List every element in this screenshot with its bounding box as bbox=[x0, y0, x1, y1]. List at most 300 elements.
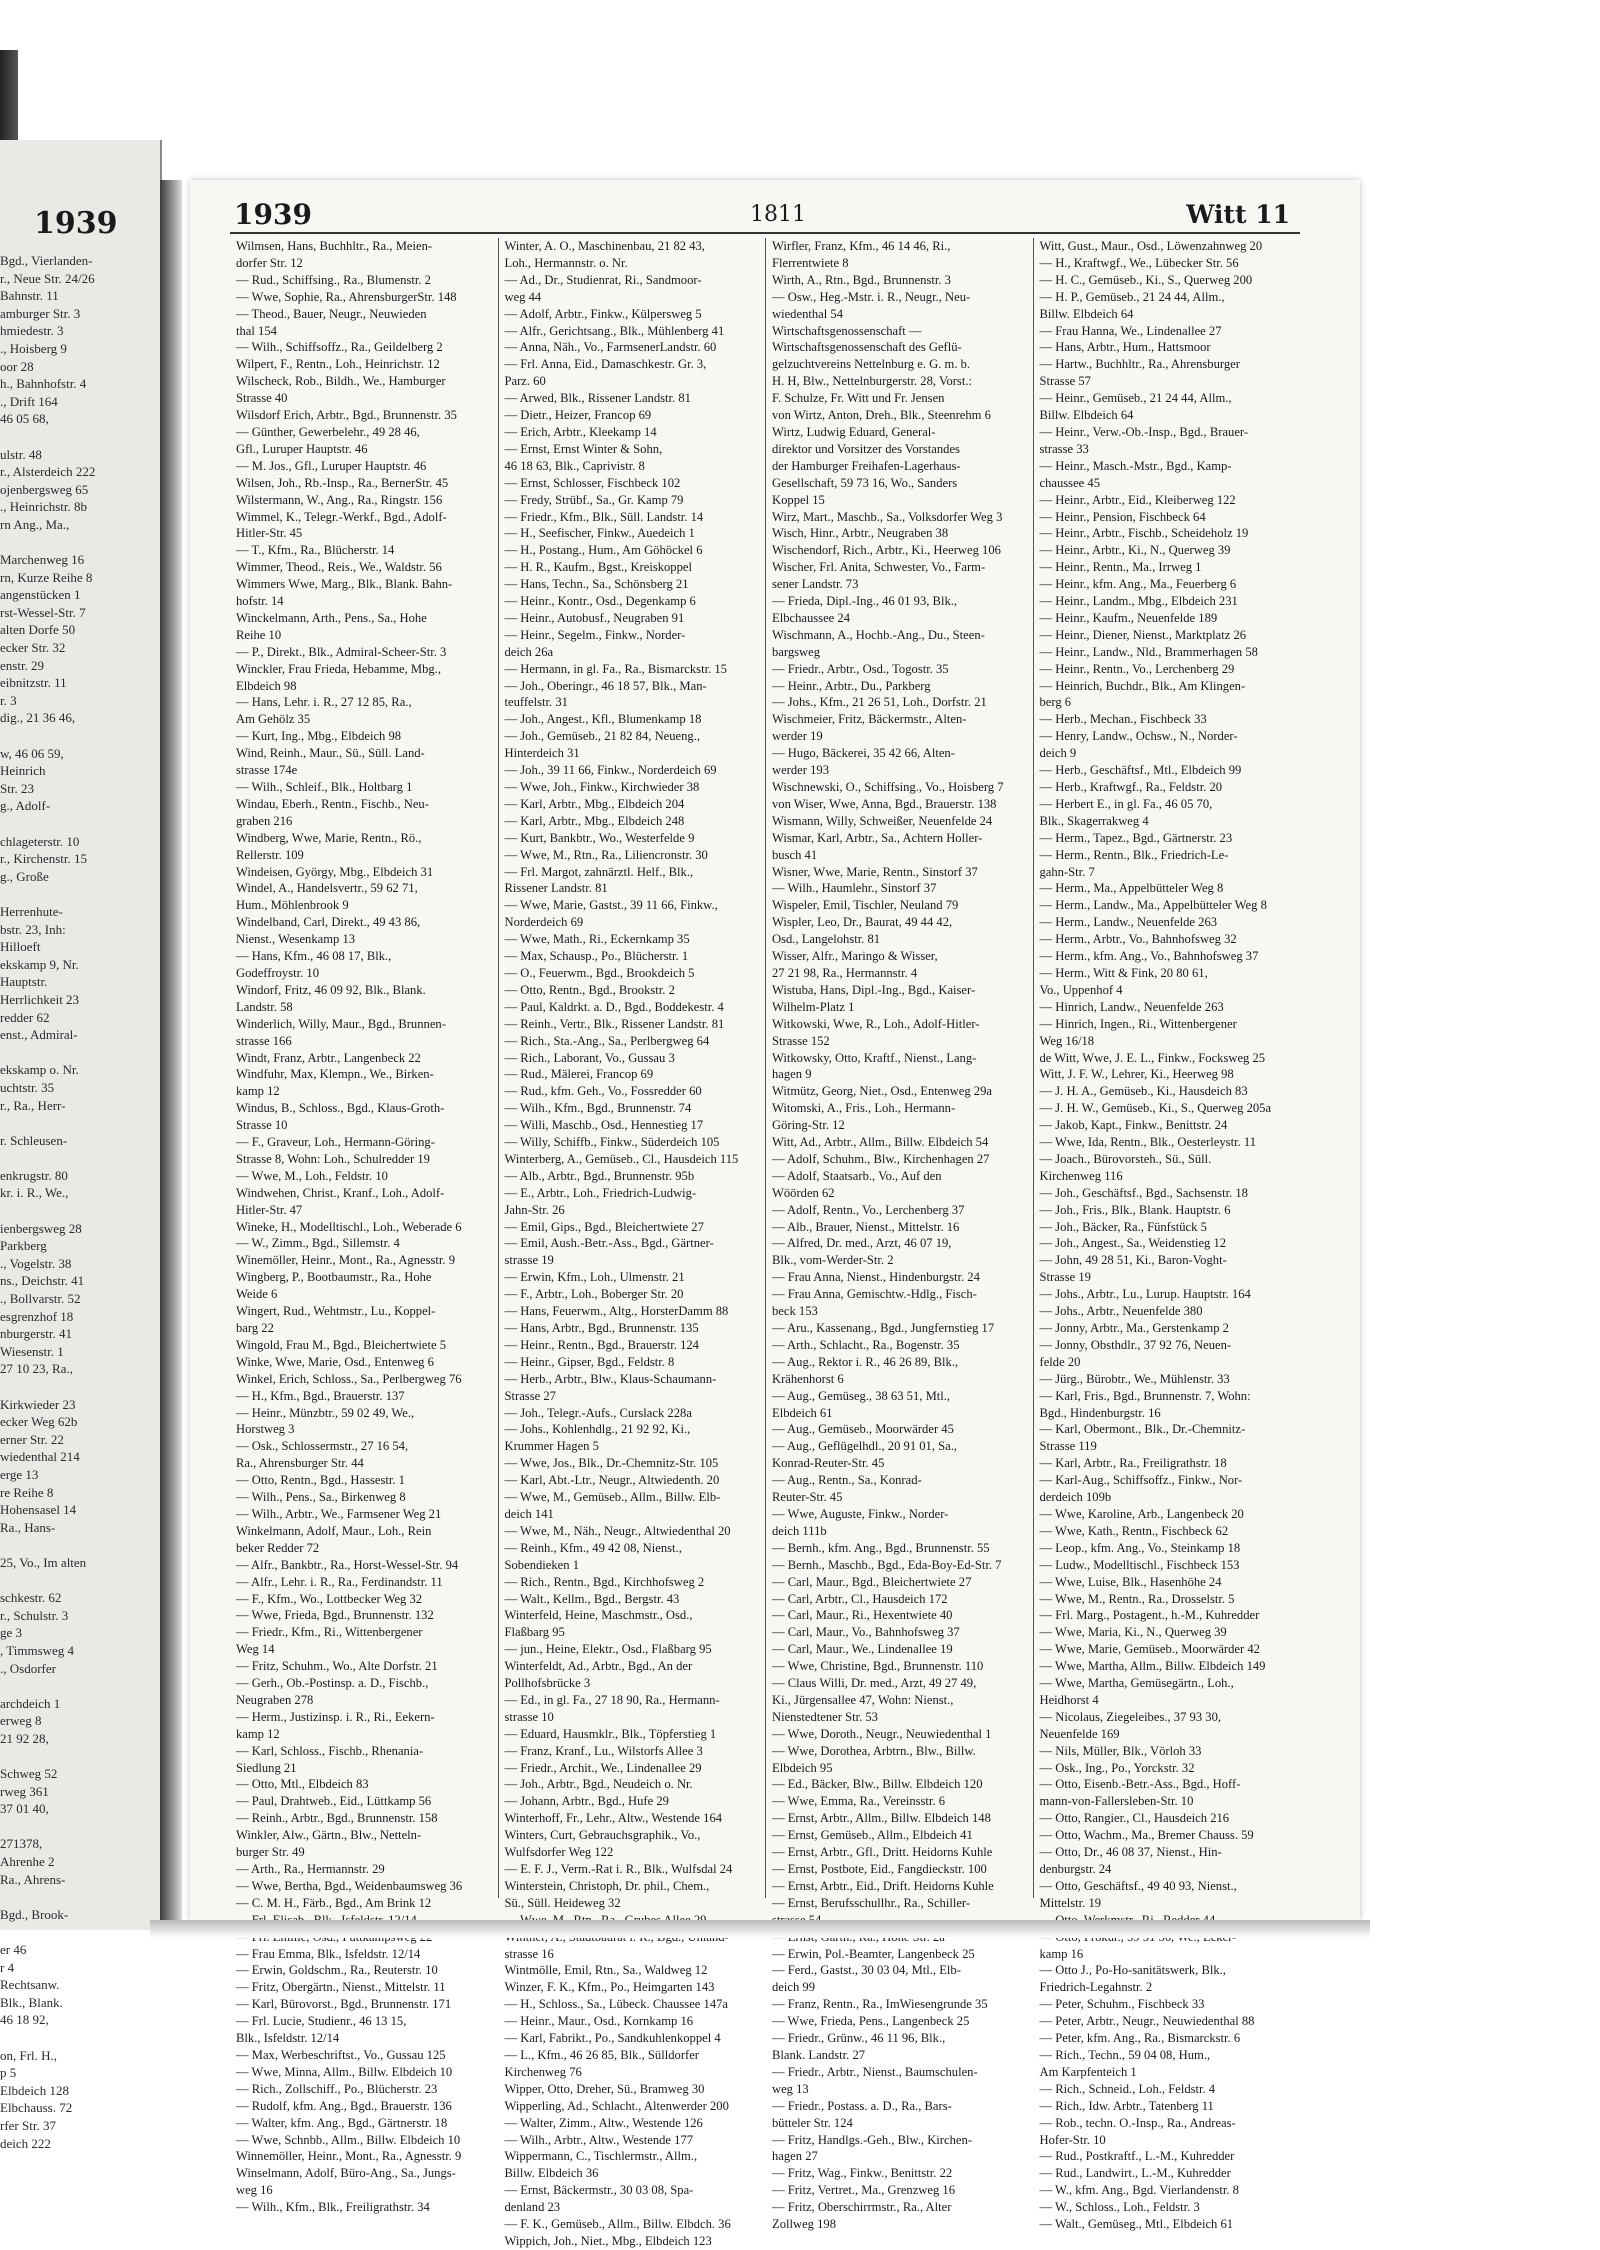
directory-entry: Winckelmann, Arth., Pens., Sa., Hohe bbox=[236, 610, 427, 625]
directory-entry: — Wwe, Jos., Blk., Dr.-Chemnitz-Str. 105 bbox=[504, 1456, 719, 1471]
directory-entry: — Aug., Rektor i. R., 46 26 89, Blk., bbox=[772, 1354, 959, 1369]
previous-page-line: r 4 bbox=[0, 1959, 15, 1975]
directory-entry: Godeffroystr. 10 bbox=[236, 965, 320, 980]
directory-entry: — jun., Heine, Elektr., Osd., Flaßbarg 95 bbox=[504, 1642, 712, 1657]
previous-page-line: Hohensasel 14 bbox=[0, 1502, 77, 1518]
directory-entry: Witt, Gust., Maur., Osd., Löwenzahnweg 20 bbox=[1039, 239, 1263, 253]
directory-entry: — Friedr., Arbtr., Nienst., Baumschulen- bbox=[772, 2064, 978, 2079]
directory-entry: Winckler, Frau Frieda, Hebamme, Mbg., bbox=[236, 661, 441, 676]
directory-entry: — Ludw., Modelltischl., Fischbeck 153 bbox=[1039, 1557, 1240, 1572]
directory-entry: hofstr. 14 bbox=[236, 594, 284, 609]
directory-entry: — Otto, Rangier., Cl., Hausdeich 216 bbox=[1039, 1811, 1230, 1826]
directory-entry: Wimmel, K., Telegr.-Werkf., Bgd., Adolf- bbox=[236, 509, 447, 524]
previous-page-line bbox=[0, 534, 156, 552]
previous-page-line: rst-Wessel-Str. 7 bbox=[0, 604, 86, 620]
directory-entry: Winterfeldt, Ad., Arbtr., Bgd., An der bbox=[504, 1659, 693, 1674]
directory-entry: Hitler-Str. 45 bbox=[236, 526, 303, 541]
previous-page-line: Schweg 52 bbox=[0, 1766, 58, 1782]
previous-page-line: ge 3 bbox=[0, 1625, 23, 1641]
previous-page-strip bbox=[0, 140, 162, 2151]
directory-entry: deich 99 bbox=[772, 1980, 816, 1995]
previous-page-line bbox=[0, 1536, 156, 1554]
directory-entry: weg 16 bbox=[236, 2183, 273, 2198]
directory-entry: Wipper, Otto, Dreher, Sü., Bramweg 30 bbox=[504, 2081, 705, 2096]
previous-page-line: ., Heinrichstr. 8b bbox=[0, 499, 88, 515]
directory-entry: — Heinr., Rentn., Ma., Irrweg 1 bbox=[1039, 560, 1202, 575]
directory-entry: Wisch, Hinr., Arbtr., Neugraben 38 bbox=[772, 526, 949, 541]
directory-entry: Wirz, Mart., Maschb., Sa., Volksdorfer Weg 3 bbox=[772, 509, 1003, 524]
page-bottom-shadow bbox=[150, 1920, 1370, 1938]
directory-entry: Reuter-Str. 45 bbox=[772, 1490, 843, 1505]
directory-entry: bargsweg bbox=[772, 644, 821, 659]
previous-page-line: ., Bollvarstr. 52 bbox=[0, 1291, 81, 1307]
directory-entry: thal 154 bbox=[236, 323, 277, 338]
directory-entry: Wulfsdorfer Weg 122 bbox=[504, 1845, 614, 1860]
directory-entry: — Wilh., Schiffsoffz., Ra., Geildelberg 2 bbox=[236, 340, 443, 355]
directory-entry: — Wwe, Marie, Gemüseb., Moorwärder 42 bbox=[1039, 1642, 1260, 1657]
directory-entry: Wipperling, Ad., Schlacht., Altenwerder 200 bbox=[504, 2098, 729, 2113]
directory-entry: mann-von-Fallersleben-Str. 10 bbox=[1039, 1794, 1194, 1809]
directory-entry: 27 21 98, Ra., Hermannstr. 4 bbox=[772, 965, 918, 980]
directory-entry: Koppel 15 bbox=[772, 492, 825, 507]
previous-page-line: erweg 8 bbox=[0, 1713, 42, 1729]
previous-page-line: wiedenthal 214 bbox=[0, 1449, 80, 1465]
directory-entry: denland 23 bbox=[504, 2200, 561, 2215]
directory-entry: Billw. Elbdeich 36 bbox=[504, 2166, 599, 2181]
directory-entry: — Joh., Fris., Blk., Blank. Hauptstr. 6 bbox=[1039, 1202, 1231, 1217]
directory-entry: Loh., Hermannstr. o. Nr. bbox=[504, 255, 628, 270]
directory-entry: Konrad-Reuter-Str. 45 bbox=[772, 1456, 885, 1471]
directory-entry: — Willy, Schiffb., Finkw., Süderdeich 105 bbox=[504, 1135, 720, 1150]
directory-entry: — Rud., kfm. Geh., Vo., Fossredder 60 bbox=[504, 1084, 702, 1099]
previous-page-line: ., Osdorfer bbox=[0, 1660, 56, 1676]
directory-entry: — Wwe, M., Loh., Feldstr. 10 bbox=[236, 1168, 388, 1183]
previous-page-line bbox=[0, 428, 156, 446]
previous-page-line: hmiedestr. 3 bbox=[0, 323, 64, 339]
directory-entry: — Carl, Maur., Vo., Bahnhofsweg 37 bbox=[772, 1625, 960, 1640]
directory-entry: — Karl, Obermont., Blk., Dr.-Chemnitz- bbox=[1039, 1422, 1246, 1437]
directory-entry: — Friedr., Grünw., 46 11 96, Blk., bbox=[772, 2031, 946, 2046]
directory-entry: — Friedr., Kfm., Blk., Süll. Landstr. 14 bbox=[504, 509, 704, 524]
directory-entry: Mittelstr. 19 bbox=[1039, 1895, 1102, 1910]
directory-entry: — Rich., Techn., 59 04 08, Hum., bbox=[1039, 2047, 1211, 2062]
previous-page-line: 25, Vo., Im alten bbox=[0, 1554, 87, 1570]
directory-entry: — Jürg., Bürobtr., We., Mühlenstr. 33 bbox=[1039, 1371, 1230, 1386]
directory-entry: — Friedr., Arbtr., Osd., Togostr. 35 bbox=[772, 661, 949, 676]
previous-page-line: ecker Str. 32 bbox=[0, 640, 66, 656]
directory-entry: — Rich., Idw. Arbtr., Tatenberg 11 bbox=[1039, 2098, 1214, 2113]
previous-page-line bbox=[0, 1044, 156, 1062]
directory-entry: Windberg, Wwe, Marie, Rentn., Rö., bbox=[236, 830, 422, 845]
previous-page-line: re Reihe 8 bbox=[0, 1484, 54, 1500]
previous-page-line: erge 13 bbox=[0, 1466, 39, 1482]
directory-entry: — Wwe, Maria, Ki., N., Querweg 39 bbox=[1039, 1625, 1227, 1640]
directory-entry: — Frl. Lucie, Studienr., 46 13 15, bbox=[236, 2014, 407, 2029]
directory-entry: Wirtz, Ludwig Eduard, General- bbox=[772, 424, 936, 439]
directory-entry: — Anna, Näh., Vo., FarmsenerLandstr. 60 bbox=[504, 340, 717, 355]
directory-entry: — Otto J., Po-Ho-sanitätswerk, Blk., bbox=[1039, 1963, 1226, 1978]
directory-entry: — W., Schloss., Loh., Feldstr. 3 bbox=[1039, 2200, 1200, 2215]
directory-entry: Hum., Möhlenbrook 9 bbox=[236, 898, 349, 913]
directory-entry: — Wilh., Kfm., Bgd., Brunnenstr. 74 bbox=[504, 1101, 692, 1116]
directory-entry: Billw. Elbdeich 64 bbox=[1039, 306, 1134, 321]
directory-entry: Ra., Ahrensburger Str. 44 bbox=[236, 1456, 364, 1471]
directory-entry: — Johs., Kfm., 21 26 51, Loh., Dorfstr. 21 bbox=[772, 695, 987, 710]
directory-entry: — E. F. J., Verm.-Rat i. R., Blk., Wulfsdal 24 bbox=[504, 1862, 733, 1876]
previous-page-line: rn Ang., Ma., bbox=[0, 516, 70, 532]
directory-entry: bütteler Str. 124 bbox=[772, 2115, 853, 2130]
directory-entry: — Karl, Fris., Bgd., Brunnenstr. 7, Wohn: bbox=[1039, 1388, 1251, 1403]
directory-entry: — Heinr., Rentn., Vo., Lerchenberg 29 bbox=[1039, 661, 1235, 676]
directory-entry: — Heinr., kfm. Ang., Ma., Feuerberg 6 bbox=[1039, 577, 1237, 592]
directory-entry: — Heinr., Arbtr., Fischb., Scheideholz 19 bbox=[1039, 526, 1249, 541]
directory-entry: Wisner, Wwe, Marie, Rentn., Sinstorf 37 bbox=[772, 864, 978, 879]
directory-entry: — H. C., Gemüseb., Ki., S., Querweg 200 bbox=[1039, 272, 1253, 287]
directory-entry: — Adolf, Schuhm., Blw., Kirchenhagen 27 bbox=[772, 1151, 990, 1166]
directory-entry: — Walter, Zimm., Altw., Westende 126 bbox=[504, 2115, 703, 2130]
directory-entry: — Osw., Heg.-Mstr. i. R., Neugr., Neu- bbox=[772, 289, 971, 304]
previous-page-line: Heinrich bbox=[0, 763, 46, 779]
directory-entry: — Wwe, Luise, Blk., Hasenhöhe 24 bbox=[1039, 1574, 1222, 1589]
directory-entry: — Fritz, Wag., Finkw., Benittstr. 22 bbox=[772, 2166, 953, 2181]
directory-entry: — Otto, Rentn., Bgd., Brookstr. 2 bbox=[504, 982, 675, 997]
directory-entry: — Aug., Gemüseb., Moorwärder 45 bbox=[772, 1422, 954, 1437]
directory-entry: Kirchenweg 116 bbox=[1039, 1168, 1123, 1183]
directory-entry: Winterberg, A., Gemüseb., Cl., Hausdeich 115 bbox=[504, 1151, 739, 1166]
directory-entry: Wöörden 62 bbox=[772, 1185, 835, 1200]
previous-page-line bbox=[0, 1888, 156, 1906]
directory-entry: — H., Postang., Hum., Am Göhöckel 6 bbox=[504, 543, 703, 558]
directory-entry: — Joh., 39 11 66, Finkw., Norderdeich 69 bbox=[504, 763, 717, 778]
directory-entry: — Joh., Angest., Sa., Weidenstieg 12 bbox=[1039, 1236, 1227, 1251]
directory-entry: — Erwin, Pol.-Beamter, Langenbeck 25 bbox=[772, 1946, 975, 1961]
directory-entry: — Herm., Ma., Appelbütteler Weg 8 bbox=[1039, 881, 1224, 896]
previous-page-line: ulstr. 48 bbox=[0, 446, 42, 462]
directory-entry: — L., Kfm., 46 26 85, Blk., Sülldorfer bbox=[504, 2047, 699, 2062]
directory-entry: Elbdeich 61 bbox=[772, 1405, 833, 1420]
directory-entry: werder 193 bbox=[772, 763, 829, 778]
previous-page-line: archdeich 1 bbox=[0, 1695, 61, 1711]
directory-entry: — Peter, Arbtr., Neugr., Neuwiedenthal 88 bbox=[1039, 2014, 1255, 2029]
previous-page-line: amburger Str. 3 bbox=[0, 305, 81, 321]
directory-entry: — Joach., Bürovorsteh., Sü., Süll. bbox=[1039, 1151, 1212, 1166]
directory-entry: denburgstr. 24 bbox=[1039, 1862, 1112, 1876]
directory-entry: — Ernst, Schlosser, Fischbeck 102 bbox=[504, 475, 681, 490]
directory-entry: Wilscheck, Rob., Bildh., We., Hamburger bbox=[236, 374, 446, 389]
directory-entry: F. Schulze, Fr. Witt und Fr. Jensen bbox=[772, 391, 945, 406]
directory-entry: hagen 27 bbox=[772, 2149, 818, 2164]
previous-page-line: ojenbergsweg 65 bbox=[0, 481, 89, 497]
directory-entry: Strasse 40 bbox=[236, 391, 288, 406]
directory-entry: — Ernst, Bäckermstr., 30 03 08, Spa- bbox=[504, 2183, 694, 2198]
directory-entry: — Rich., Sta.-Ang., Sa., Perlbergweg 64 bbox=[504, 1033, 710, 1048]
directory-entry: — Heinr., Arbtr., Eid., Kleiberweg 122 bbox=[1039, 492, 1236, 507]
directory-entry: strasse 16 bbox=[504, 1946, 554, 1961]
directory-entry: — Hans, Lehr. i. R., 27 12 85, Ra., bbox=[236, 695, 412, 710]
directory-entry: — P., Direkt., Blk., Admiral-Scheer-Str. 3 bbox=[236, 644, 447, 659]
directory-entry: barg 22 bbox=[236, 1321, 274, 1335]
previous-page-line: Herrlichkeit 23 bbox=[0, 991, 80, 1007]
directory-entry: — Reinh., Vertr., Blk., Rissener Landstr. 81 bbox=[504, 1016, 725, 1031]
section-heading: Witt 11 bbox=[1186, 200, 1290, 229]
directory-entry: — Ernst, Arbtr., Allm., Billw. Elbdeich 148 bbox=[772, 1811, 991, 1826]
previous-page-line: r. Schleusen- bbox=[0, 1132, 68, 1148]
directory-entry: — Heinr., Gipser, Bgd., Feldstr. 8 bbox=[504, 1354, 675, 1369]
directory-entry: — Ad., Dr., Studienrat, Ri., Sandmoor- bbox=[504, 272, 702, 287]
previous-page-line: oor 28 bbox=[0, 358, 34, 374]
previous-page-line: 37 01 40, bbox=[0, 1801, 49, 1817]
directory-entry: — Frau Emma, Blk., Isfeldstr. 12/14 bbox=[236, 1946, 421, 1961]
directory-entry: — Paul, Kaldrkt. a. D., Bgd., Boddekestr. 4 bbox=[504, 999, 724, 1014]
directory-entry: — Wwe, Auguste, Finkw., Norder- bbox=[772, 1506, 949, 1521]
directory-entry: — Walt., Kellm., Bgd., Bergstr. 43 bbox=[504, 1591, 680, 1606]
directory-entry: — H. P., Gemüseb., 21 24 44, Allm., bbox=[1039, 289, 1225, 304]
directory-entry: — Jakob, Kapt., Finkw., Benittstr. 24 bbox=[1039, 1118, 1228, 1133]
directory-entry: Norderdeich 69 bbox=[504, 915, 584, 930]
directory-entry: Winkler, Alw., Gärtn., Blw., Netteln- bbox=[236, 1828, 422, 1843]
directory-entry: — Rud., Landwirt., L.-M., Kuhredder bbox=[1039, 2166, 1231, 2181]
directory-entry: — Otto, Dr., 46 08 37, Nienst., Hin- bbox=[1039, 1845, 1222, 1860]
directory-entry: — Carl, Maur., Bgd., Bleichertwiete 27 bbox=[772, 1574, 972, 1589]
directory-entry: Wismar, Karl, Arbtr., Sa., Achtern Holler- bbox=[772, 830, 983, 845]
directory-entry: Pollhofsbrücke 3 bbox=[504, 1676, 591, 1691]
directory-entry: — Aug., Rentn., Sa., Konrad- bbox=[772, 1473, 922, 1488]
directory-entry: — Heinr., Maur., Osd., Kornkamp 16 bbox=[504, 2014, 694, 2029]
directory-entry: — Fritz, Oberschirrmstr., Ra., Alter bbox=[772, 2200, 952, 2215]
directory-entry: Neuenfelde 169 bbox=[1039, 1726, 1120, 1741]
previous-page-line: er 46 bbox=[0, 1942, 27, 1957]
directory-entry: — Aru., Kassenang., Bgd., Jungfernstieg 17 bbox=[772, 1321, 995, 1335]
directory-entry: — Walter, kfm. Ang., Bgd., Gärtnerstr. 18 bbox=[236, 2115, 448, 2130]
directory-entry: Billw. Elbdeich 64 bbox=[1039, 408, 1134, 423]
directory-entry: Weg 14 bbox=[236, 1642, 275, 1657]
directory-entry: — Herb., Mechan., Fischbeck 33 bbox=[1039, 712, 1207, 727]
directory-entry: — T., Kfm., Ra., Blücherstr. 14 bbox=[236, 543, 395, 558]
directory-entry: Witt, J. F. W., Lehrer, Ki., Heerweg 98 bbox=[1039, 1067, 1234, 1082]
header-rule bbox=[230, 232, 1300, 234]
previous-page-line: ., Vogelstr. 38 bbox=[0, 1255, 72, 1271]
directory-entry: Sü., Süll. Heideweg 32 bbox=[504, 1895, 621, 1910]
directory-entry: — Henry, Landw., Ochsw., N., Norder- bbox=[1039, 729, 1238, 744]
directory-entry: Wineke, H., Modelltischl., Loh., Weberade 6 bbox=[236, 1219, 462, 1234]
directory-entry: — Max, Werbeschriftst., Vo., Gussau 125 bbox=[236, 2047, 446, 2062]
directory-entry: Winters, Curt, Gebrauchsgraphik., Vo., bbox=[504, 1828, 701, 1843]
directory-entry: — Franz, Rentn., Ra., ImWiesengrunde 35 bbox=[772, 1997, 988, 2012]
directory-entry: — H., Schloss., Sa., Lübeck. Chaussee 147a bbox=[504, 1997, 729, 2012]
directory-entry: Witomski, A., Fris., Loh., Hermann- bbox=[772, 1101, 956, 1116]
previous-page-line: g., Adolf- bbox=[0, 798, 51, 814]
previous-page-line: 27 10 23, Ra., bbox=[0, 1361, 73, 1377]
directory-column-2 bbox=[498, 238, 766, 2248]
previous-page-line: enkrugstr. 80 bbox=[0, 1167, 68, 1183]
previous-page-line: Wiesenstr. 1 bbox=[0, 1343, 64, 1359]
directory-entry: Rellerstr. 109 bbox=[236, 847, 304, 862]
directory-entry: — Johs., Kohlenhdlg., 21 92 92, Ki., bbox=[504, 1422, 691, 1437]
previous-page-line: deich 222 bbox=[0, 2135, 51, 2151]
directory-entry: — Hermann, in gl. Fa., Ra., Bismarckstr. 15 bbox=[504, 661, 727, 676]
directory-entry: — Ernst, Arbtr., Eid., Drift. Heidorns Kuhle bbox=[772, 1878, 994, 1893]
directory-entry: — Karl, Arbtr., Mbg., Elbdeich 204 bbox=[504, 796, 685, 811]
directory-entry: — Wwe, Bertha, Bgd., Weidenbaumsweg 36 bbox=[236, 1878, 463, 1893]
directory-entry: Witt, Ad., Arbtr., Allm., Billw. Elbdeich 54 bbox=[772, 1135, 989, 1150]
directory-entry: — Bernh., kfm. Ang., Bgd., Brunnenstr. 55 bbox=[772, 1540, 990, 1555]
previous-page-line bbox=[0, 1677, 156, 1695]
directory-entry: Wischmann, A., Hochb.-Ang., Du., Steen- bbox=[772, 627, 985, 642]
directory-entry: — Theod., Bauer, Neugr., Neuwieden bbox=[236, 306, 427, 321]
directory-entry: — Rich., Schneid., Loh., Feldstr. 4 bbox=[1039, 2081, 1216, 2096]
directory-entry: — Dietr., Heizer, Francop 69 bbox=[504, 408, 652, 423]
directory-entry: — Nicolaus, Ziegeleibes., 37 93 30, bbox=[1039, 1709, 1222, 1724]
directory-entry: Osd., Langelohstr. 81 bbox=[772, 932, 881, 947]
previous-page-line: Hauptstr. bbox=[0, 974, 48, 990]
directory-entry: — Peter, kfm. Ang., Ra., Bismarckstr. 6 bbox=[1039, 2031, 1241, 2046]
directory-entry: — Heinr., Kontr., Osd., Degenkamp 6 bbox=[504, 594, 696, 609]
directory-entry: Friedrich-Legahnstr. 2 bbox=[1039, 1980, 1153, 1995]
directory-entry: Wingold, Frau M., Bgd., Bleichertwiete 5 bbox=[236, 1337, 447, 1352]
directory-entry: Elbdeich 95 bbox=[772, 1760, 833, 1775]
directory-entry: Strasse 27 bbox=[504, 1388, 556, 1403]
directory-entry: Blank. Landstr. 27 bbox=[772, 2047, 866, 2062]
directory-entry: — Heinr., Autobusf., Neugraben 91 bbox=[504, 610, 685, 625]
directory-entry: — Heinr., Verw.-Ob.-Insp., Bgd., Brauer- bbox=[1039, 424, 1249, 439]
directory-entry: — Wwe, Sophie, Ra., AhrensburgerStr. 148 bbox=[236, 289, 457, 304]
directory-entry: — Wwe, Emma, Ra., Vereinsstr. 6 bbox=[772, 1794, 946, 1809]
directory-entry: Hinterdeich 31 bbox=[504, 746, 580, 761]
directory-entry: — Karl-Aug., Schiffsoffz., Finkw., Nor- bbox=[1039, 1473, 1243, 1488]
directory-entry: — Wilh., Pens., Sa., Birkenweg 8 bbox=[236, 1490, 406, 1505]
previous-page-line: on, Frl. H., bbox=[0, 2047, 58, 2063]
directory-entry: Bgd., Hindenburgstr. 16 bbox=[1039, 1405, 1161, 1420]
directory-entry: — Rud., Schiffsing., Ra., Blumenstr. 2 bbox=[236, 272, 431, 287]
directory-entry: Winnemöller, Heinr., Mont., Ra., Agnesstr. 9 bbox=[236, 2149, 462, 2164]
directory-entry: — Joh., Arbtr., Bgd., Neudeich o. Nr. bbox=[504, 1777, 693, 1792]
directory-entry: Wispeler, Emil, Tischler, Neuland 79 bbox=[772, 898, 959, 913]
directory-entry: — Heinr., Masch.-Mstr., Bgd., Kamp- bbox=[1039, 458, 1232, 473]
directory-entry: Strasse 10 bbox=[236, 1118, 288, 1133]
directory-entry: Windt, Franz, Arbtr., Langenbeck 22 bbox=[236, 1050, 421, 1065]
directory-entry: Wistuba, Hans, Dipl.-Ing., Bgd., Kaiser- bbox=[772, 982, 976, 997]
directory-entry: — F., Arbtr., Loh., Boberger Str. 20 bbox=[504, 1287, 684, 1302]
previous-page-line bbox=[0, 1149, 156, 1167]
directory-entry: Wind, Reinh., Maur., Sü., Süll. Land- bbox=[236, 746, 425, 761]
directory-entry: Winselmann, Adolf, Büro-Ang., Sa., Jungs- bbox=[236, 2166, 456, 2181]
directory-entry: — Hans, Arbtr., Bgd., Brunnenstr. 135 bbox=[504, 1321, 699, 1335]
directory-entry: — Erwin, Kfm., Loh., Ulmenstr. 21 bbox=[504, 1270, 685, 1285]
directory-entry: — Carl, Arbtr., Cl., Hausdeich 172 bbox=[772, 1591, 948, 1606]
directory-entry: Winterstein, Christoph, Dr. phil., Chem., bbox=[504, 1878, 710, 1893]
directory-entry: — Otto, Mtl., Elbdeich 83 bbox=[236, 1777, 369, 1792]
directory-entry: — Rud., Mälerei, Francop 69 bbox=[504, 1067, 654, 1082]
directory-entry: — Heinr., Arbtr., Ki., N., Querweg 39 bbox=[1039, 543, 1231, 558]
directory-entry: — Wwe, Schnbb., Allm., Billw. Elbdeich 10 bbox=[236, 2132, 461, 2147]
directory-entry: — Arth., Schlacht., Ra., Bogenstr. 35 bbox=[772, 1337, 960, 1352]
directory-entry: deich 111b bbox=[772, 1523, 827, 1538]
previous-page-line: angenstücken 1 bbox=[0, 587, 81, 603]
directory-entry: Göring-Str. 12 bbox=[772, 1118, 845, 1133]
directory-entry: Krummer Hagen 5 bbox=[504, 1439, 599, 1454]
directory-entry: — Wwe, Math., Ri., Eckernkamp 35 bbox=[504, 932, 690, 947]
previous-page-lines bbox=[0, 252, 156, 2152]
directory-entry: — Wwe, M., Rentn., Ra., Drosselstr. 5 bbox=[1039, 1591, 1235, 1606]
directory-entry: graben 216 bbox=[236, 813, 293, 828]
directory-entry: — Frau Anna, Gemischtw.-Hdlg., Fisch- bbox=[772, 1287, 977, 1302]
directory-entry: — Eduard, Hausmklr., Blk., Töpferstieg 1 bbox=[504, 1726, 717, 1741]
directory-entry: berg 6 bbox=[1039, 695, 1072, 710]
directory-entry: deich 26a bbox=[504, 644, 554, 659]
directory-entry: — Heinr., Arbtr., Du., Parkberg bbox=[772, 678, 931, 693]
directory-entry: — J. H. W., Gemüseb., Ki., S., Querweg 205a bbox=[1039, 1101, 1272, 1116]
directory-entry: — Erich, Arbtr., Kleekamp 14 bbox=[504, 424, 657, 439]
directory-entry: — Gerh., Ob.-Postinsp. a. D., Fischb., bbox=[236, 1676, 429, 1691]
directory-entry: Windelband, Carl, Direkt., 49 43 86, bbox=[236, 915, 421, 930]
directory-entry: Rissener Landstr. 81 bbox=[504, 881, 608, 896]
directory-entry: — Wwe, Marie, Gastst., 39 11 66, Finkw., bbox=[504, 898, 718, 913]
directory-entry: — Herm., Landw., Ma., Appelbütteler Weg 8 bbox=[1039, 898, 1267, 913]
previous-page-line bbox=[0, 1378, 156, 1396]
previous-page-line: Ahrenhe 2 bbox=[0, 1854, 55, 1870]
directory-entry: kamp 12 bbox=[236, 1726, 280, 1741]
directory-entry: — Leop., kfm. Ang., Vo., Steinkamp 18 bbox=[1039, 1540, 1241, 1555]
directory-entry: Wispler, Leo, Dr., Baurat, 49 44 42, bbox=[772, 915, 953, 930]
directory-entry: dorfer Str. 12 bbox=[236, 255, 303, 270]
directory-column-1 bbox=[230, 238, 498, 2215]
directory-entry: — H., Seefischer, Finkw., Auedeich 1 bbox=[504, 526, 695, 541]
directory-entry: — H., Kfm., Bgd., Brauerstr. 137 bbox=[236, 1388, 405, 1403]
directory-entry: — Joh., Telegr.-Aufs., Curslack 228a bbox=[504, 1405, 692, 1420]
directory-entry: — Adolf, Rentn., Vo., Lerchenberg 37 bbox=[772, 1202, 965, 1217]
directory-entry: Witkowski, Wwe, R., Loh., Adolf-Hitler- bbox=[772, 1016, 980, 1031]
directory-entry: — Ed., in gl. Fa., 27 18 90, Ra., Hermann- bbox=[504, 1692, 720, 1707]
directory-entry: — Heinr., Landw., Nld., Brammerhagen 58 bbox=[1039, 644, 1258, 659]
directory-entry: Ki., Jürgensallee 47, Wohn: Nienst., bbox=[772, 1692, 954, 1707]
directory-entry: Blk., Skagerrakweg 4 bbox=[1039, 813, 1149, 828]
directory-entry: — Alfred, Dr. med., Arzt, 46 07 19, bbox=[772, 1236, 952, 1251]
directory-entry: — Adolf, Arbtr., Finkw., Külpersweg 5 bbox=[504, 306, 702, 321]
directory-entry: — Wwe, Martha, Allm., Billw. Elbdeich 149 bbox=[1039, 1659, 1266, 1674]
directory-entry: strasse 166 bbox=[236, 1033, 292, 1048]
directory-entry: — Johann, Arbtr., Bgd., Hufe 29 bbox=[504, 1794, 669, 1809]
directory-entry: Parz. 60 bbox=[504, 374, 546, 389]
previous-page-line bbox=[0, 2029, 156, 2047]
directory-entry: — Herm., Rentn., Blk., Friedrich-Le- bbox=[1039, 847, 1229, 862]
page-year: 1939 bbox=[234, 198, 312, 231]
directory-entry: — Rob., techn. O.-Insp., Ra., Andreas- bbox=[1039, 2115, 1236, 2130]
directory-entry: Windau, Eberh., Rentn., Fischb., Neu- bbox=[236, 796, 429, 811]
directory-entry: — Wwe, Frieda, Pens., Langenbeck 25 bbox=[772, 2014, 970, 2029]
directory-entry: — Frl. Anna, Eid., Damaschkestr. Gr. 3, bbox=[504, 357, 707, 372]
directory-entry: Wirtschaftsgenossenschaft des Geflü- bbox=[772, 340, 962, 355]
directory-entry: beck 153 bbox=[772, 1304, 818, 1319]
directory-entry: von Wirtz, Anton, Dreh., Blk., Steenrehm 6 bbox=[772, 408, 991, 423]
previous-page-line: chlageterstr. 10 bbox=[0, 833, 80, 849]
page-fold-shadow bbox=[160, 180, 182, 1920]
directory-entry: — Hans, Arbtr., Hum., Hattsmoor bbox=[1039, 340, 1211, 355]
directory-entry: chaussee 45 bbox=[1039, 475, 1100, 490]
previous-page-line: kr. i. R., We., bbox=[0, 1185, 69, 1201]
directory-entry: — Karl, Arbtr., Ra., Freiligrathstr. 18 bbox=[1039, 1456, 1227, 1471]
directory-entry: — Heinr., Rentn., Bgd., Brauerstr. 124 bbox=[504, 1337, 699, 1352]
directory-entry: — Otto, Wachm., Ma., Bremer Chauss. 59 bbox=[1039, 1828, 1254, 1843]
directory-entry: Weide 6 bbox=[236, 1287, 278, 1302]
directory-entry: Wippich, Joh., Niet., Mbg., Elbdeich 123 bbox=[504, 2233, 712, 2248]
directory-entry: Gesellschaft, 59 73 16, Wo., Sanders bbox=[772, 475, 958, 490]
directory-entry: Zollweg 198 bbox=[772, 2217, 837, 2232]
directory-entry: — Wilh., Kfm., Blk., Freiligrathstr. 34 bbox=[236, 2200, 430, 2215]
directory-entry: H. H, Blw., Nettelnburgerstr. 28, Vorst.: bbox=[772, 374, 972, 389]
directory-entry: kamp 12 bbox=[236, 1084, 280, 1099]
directory-entry: Strasse 19 bbox=[1039, 1270, 1091, 1285]
directory-entry: — Ernst, Ernst Winter & Sohn, bbox=[504, 441, 663, 456]
